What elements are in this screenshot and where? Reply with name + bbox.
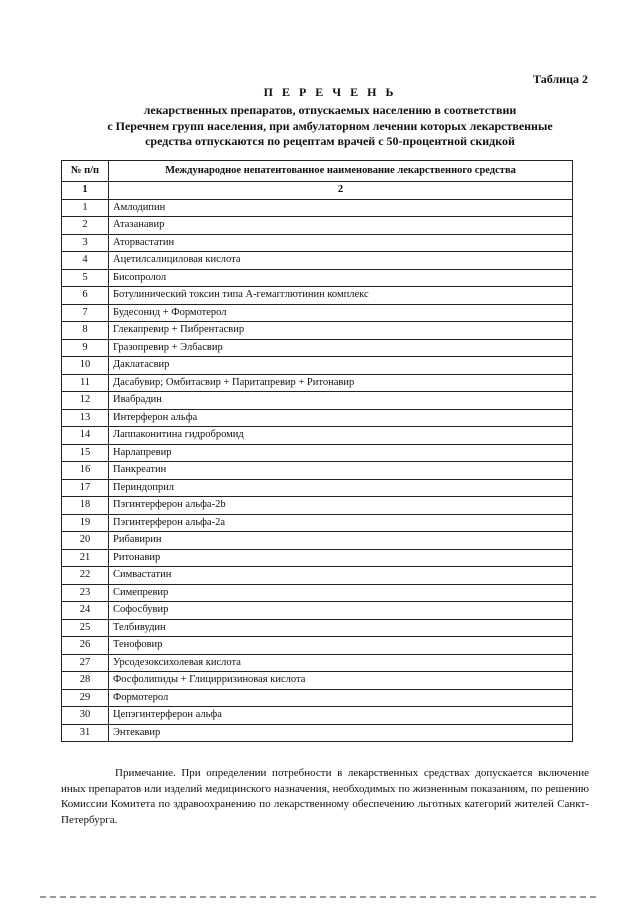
- row-number: 27: [62, 654, 109, 672]
- note-paragraph: [61, 766, 589, 828]
- medicine-name: Дасабувир; Омбитасвир + Паритапревир + Ритонавир: [109, 374, 573, 392]
- medicine-name: Пэгинтерферон альфа-2а: [109, 514, 573, 532]
- row-number: 10: [62, 357, 109, 375]
- row-number: 4: [62, 252, 109, 270]
- table-row: [62, 724, 573, 742]
- table-row: [62, 532, 573, 550]
- medicine-name: Ритонавир: [109, 549, 573, 567]
- table-row: [62, 549, 573, 567]
- row-number: 24: [62, 602, 109, 620]
- medicine-name: Панкреатин: [109, 462, 573, 480]
- medicines-table: [61, 160, 573, 742]
- table-row: [62, 462, 573, 480]
- medicine-name: Аторвастатин: [109, 234, 573, 252]
- medicine-name: Гразопревир + Элбасвир: [109, 339, 573, 357]
- medicine-name: Даклатасвир: [109, 357, 573, 375]
- medicine-name: Нарлапревир: [109, 444, 573, 462]
- header-name: Международное непатентованное наименование лекарственного средства: [109, 161, 573, 182]
- table-row: [62, 427, 573, 445]
- medicine-name: Ивабрадин: [109, 392, 573, 410]
- row-number: 5: [62, 269, 109, 287]
- medicine-name: Пэгинтерферон альфа-2b: [109, 497, 573, 515]
- row-number: 25: [62, 619, 109, 637]
- medicine-name: Будесонид + Формотерол: [109, 304, 573, 322]
- table-row: [62, 707, 573, 725]
- medicine-name: Урсодезоксихолевая кислота: [109, 654, 573, 672]
- row-number: 6: [62, 287, 109, 305]
- row-number: 31: [62, 724, 109, 742]
- table-row: [62, 252, 573, 270]
- row-number: 28: [62, 672, 109, 690]
- table-row: [62, 357, 573, 375]
- row-number: 19: [62, 514, 109, 532]
- row-number: 12: [62, 392, 109, 410]
- table-row: [62, 322, 573, 340]
- row-number: 26: [62, 637, 109, 655]
- row-number: 29: [62, 689, 109, 707]
- table-header-row: [62, 161, 573, 182]
- table-row: [62, 514, 573, 532]
- row-number: 30: [62, 707, 109, 725]
- row-number: 21: [62, 549, 109, 567]
- medicine-name: Атазанавир: [109, 217, 573, 235]
- medicine-name: Интерферон альфа: [109, 409, 573, 427]
- table-row: [62, 637, 573, 655]
- table-number-label: Таблица 2: [533, 72, 588, 86]
- medicine-name: Ацетилсалициловая кислота: [109, 252, 573, 270]
- header-number: № п/п: [62, 161, 109, 182]
- table-row: [62, 269, 573, 287]
- medicine-name: Симвастатин: [109, 567, 573, 585]
- table-row: [62, 409, 573, 427]
- medicine-name: Симепревир: [109, 584, 573, 602]
- row-number: 2: [62, 217, 109, 235]
- table-row: [62, 567, 573, 585]
- table-row: [62, 689, 573, 707]
- row-number: 22: [62, 567, 109, 585]
- table-row: [62, 497, 573, 515]
- table-row: [62, 672, 573, 690]
- table-row: [62, 392, 573, 410]
- row-number: 23: [62, 584, 109, 602]
- scan-artifact-line: [40, 896, 600, 898]
- medicine-name: Телбивудин: [109, 619, 573, 637]
- medicine-name: Бисопролол: [109, 269, 573, 287]
- table-row: [62, 287, 573, 305]
- subtitle-line-2: с Перечнем групп населения, при амбулаторном лечении которых лекарственные: [107, 119, 553, 133]
- table-row: [62, 619, 573, 637]
- table-body: [62, 199, 573, 742]
- row-number: 1: [62, 199, 109, 217]
- table-subheader-row: [62, 182, 573, 200]
- row-number: 3: [62, 234, 109, 252]
- subheader-name: 2: [109, 182, 573, 200]
- medicine-name: Рибавирин: [109, 532, 573, 550]
- note-text: Примечание. При определении потребности в лекарственных средствах допускается включение иных препаратов или изделий медицинского назначения, необходимых по жизненным показаниям, по решению Комиссии Комитета по здравоохранению по лекарственному обеспечению льготных категорий жителей Санкт-Петербурга.: [61, 767, 589, 826]
- table-row: [62, 479, 573, 497]
- row-number: 8: [62, 322, 109, 340]
- subtitle-line-3: средства отпускаются по рецептам врачей с 50-процентной скидкой: [145, 134, 515, 148]
- document-title: П Е Р Е Ч Е Н Ь: [263, 85, 397, 99]
- medicine-name: Глекапревир + Пибрентасвир: [109, 322, 573, 340]
- row-number: 16: [62, 462, 109, 480]
- medicine-name: Ботулинический токсин типа А-гемагглютинин комплекс: [109, 287, 573, 305]
- medicine-name: Лаппаконитина гидробромид: [109, 427, 573, 445]
- row-number: 18: [62, 497, 109, 515]
- table-row: [62, 374, 573, 392]
- row-number: 7: [62, 304, 109, 322]
- row-number: 17: [62, 479, 109, 497]
- row-number: 14: [62, 427, 109, 445]
- row-number: 13: [62, 409, 109, 427]
- medicine-name: Амлодипин: [109, 199, 573, 217]
- medicine-name: Софосбувир: [109, 602, 573, 620]
- table-row: [62, 217, 573, 235]
- medicine-name: Формотерол: [109, 689, 573, 707]
- subheader-number: 1: [62, 182, 109, 200]
- table-row: [62, 199, 573, 217]
- medicine-name: Цепэгинтерферон альфа: [109, 707, 573, 725]
- subtitle-line-1: лекарственных препаратов, отпускаемых населению в соответствии: [143, 103, 517, 117]
- row-number: 11: [62, 374, 109, 392]
- row-number: 9: [62, 339, 109, 357]
- medicine-name: Периндоприл: [109, 479, 573, 497]
- table-row: [62, 304, 573, 322]
- medicine-name: Тенофовир: [109, 637, 573, 655]
- table-row: [62, 444, 573, 462]
- row-number: 15: [62, 444, 109, 462]
- table-row: [62, 654, 573, 672]
- table-row: [62, 584, 573, 602]
- medicine-name: Фосфолипиды + Глицирризиновая кислота: [109, 672, 573, 690]
- medicine-name: Энтекавир: [109, 724, 573, 742]
- table-row: [62, 339, 573, 357]
- row-number: 20: [62, 532, 109, 550]
- table-row: [62, 234, 573, 252]
- table-row: [62, 602, 573, 620]
